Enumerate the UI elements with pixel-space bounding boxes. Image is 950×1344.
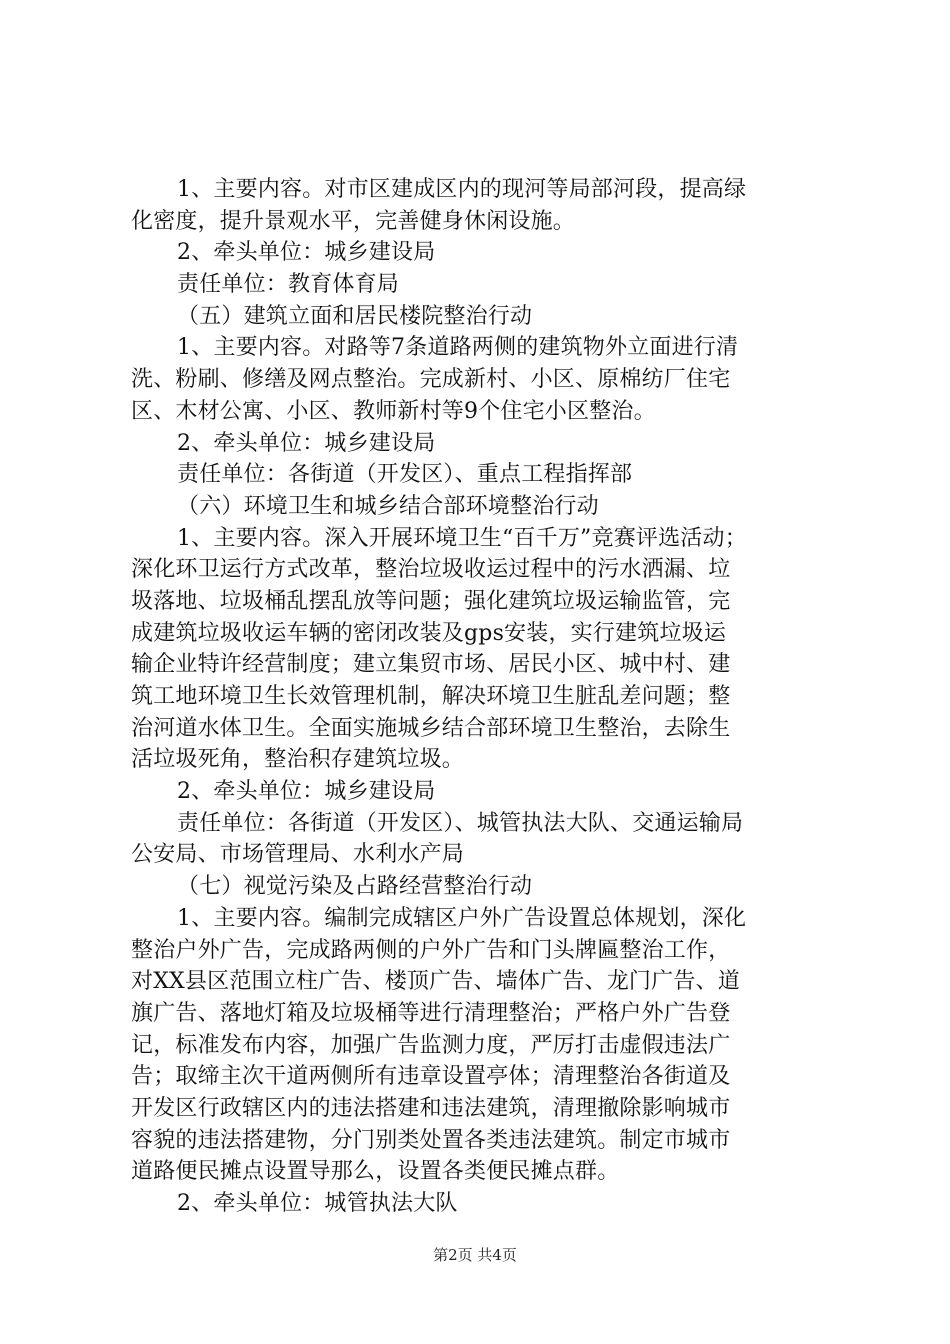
text-line: 1、主要内容。对路等7条道路两侧的建筑物外立面进行清	[177, 335, 739, 361]
text-line: （五）建筑立面和居民楼院整治行动	[177, 303, 533, 329]
text-line: 道路便民摊点设置导那么，设置各类便民摊点群。	[131, 1159, 620, 1185]
text-line: 旗广告、落地灯箱及垃圾桶等进行清理整治；严格户外广告登	[131, 1000, 731, 1026]
text-line: 洗、粉刷、修缮及网点整治。完成新村、小区、原棉纺厂住宅	[131, 367, 731, 393]
text-line: 治河道水体卫生。全面实施城乡结合部环境卫生整治，去除生	[131, 715, 731, 741]
text-line: 深化环卫运行方式改革，整治垃圾收运过程中的污水洒漏、垃	[131, 557, 731, 583]
page-footer: 第2页 共4页	[433, 1246, 517, 1264]
text-line: 责任单位：教育体育局	[177, 272, 400, 298]
text-line: 2、牵头单位：城乡建设局	[177, 779, 436, 805]
text-line: 输企业特许经营制度；建立集贸市场、居民小区、城中村、建	[131, 652, 731, 678]
text-line: 1、主要内容。编制完成辖区户外广告设置总体规划，深化	[177, 905, 747, 931]
text-line: 区、木材公寓、小区、教师新村等9个住宅小区整治。	[131, 398, 656, 424]
text-line: 整治户外广告，完成路两侧的户外广告和门头牌匾整治工作，	[131, 937, 731, 963]
text-line: 1、主要内容。深入开展环境卫生“百千万”竞赛评选活动；	[177, 525, 747, 551]
text-line: 化密度，提升景观水平，完善健身休闲设施。	[131, 208, 576, 234]
text-line: 告；取缔主次干道两侧所有违章设置亭体；清理整治各街道及	[131, 1064, 731, 1090]
document-body	[131, 174, 831, 1220]
text-line: 责任单位：各街道（开发区）、重点工程指挥部	[177, 462, 633, 488]
text-line: （六）环境卫生和城乡结合部环境整治行动	[177, 493, 599, 519]
text-line: 公安局、市场管理局、水利水产局	[131, 842, 465, 868]
text-line: 开发区行政辖区内的违法搭建和违法建筑，清理撤除影响城市	[131, 1095, 731, 1121]
text-line: 成建筑垃圾收运车辆的密闭改装及gps安装，实行建筑垃圾运	[131, 620, 727, 646]
text-line: 活垃圾死角，整治积存建筑垃圾。	[131, 747, 465, 773]
text-line: 容貌的违法搭建物，分门别类处置各类违法建筑。制定市城市	[131, 1127, 731, 1153]
text-line: 2、牵头单位：城乡建设局	[177, 240, 436, 266]
text-line: 1、主要内容。对市区建成区内的现河等局部河段，提高绿	[177, 177, 747, 202]
text-line: 对XX县区范围立柱广告、楼顶广告、墙体广告、龙门广告、道	[131, 969, 740, 995]
text-line: 记，标准发布内容，加强广告监测力度，严厉打击虚假违法广	[131, 1032, 731, 1058]
text-line: 2、牵头单位：城管执法大队	[177, 1191, 458, 1216]
text-line: 2、牵头单位：城乡建设局	[177, 430, 436, 456]
text-line: 责任单位：各街道（开发区）、城管执法大队、交通运输局	[177, 810, 744, 836]
text-line: 筑工地环境卫生长效管理机制，解决环境卫生脏乱差问题；整	[131, 684, 731, 709]
text-line: 圾落地、垃圾桶乱摆乱放等问题；强化建筑垃圾运输监管，完	[131, 588, 731, 614]
text-line: （七）视觉污染及占路经营整治行动	[177, 874, 533, 900]
